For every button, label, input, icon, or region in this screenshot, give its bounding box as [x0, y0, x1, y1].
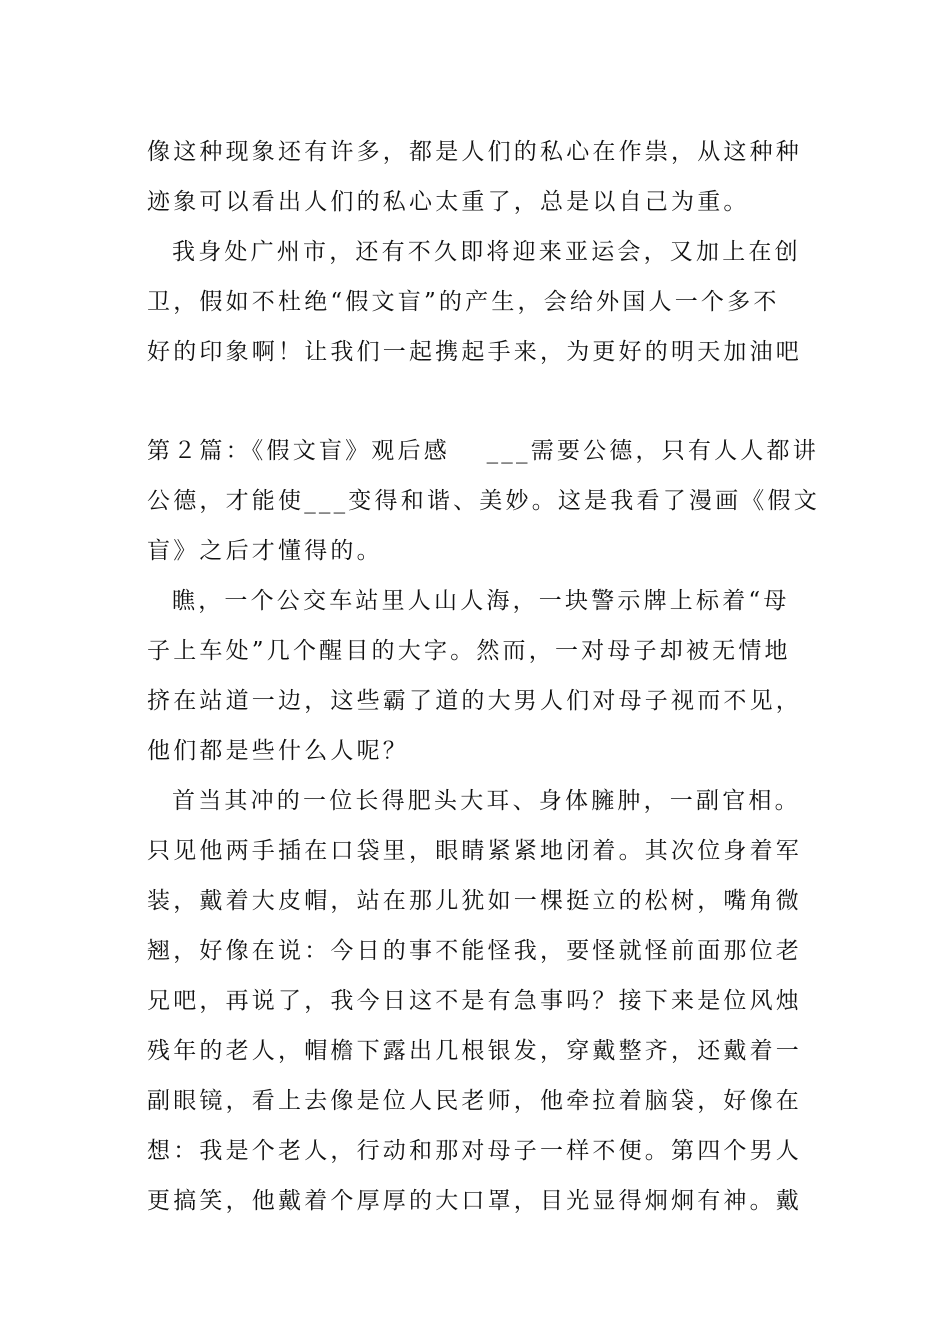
text-line: 想：我是个老人，行动和那对母子一样不便。第四个男人	[147, 1138, 802, 1164]
text-line: 翘，好像在说：今日的事不能怪我，要怪就怪前面那位老	[147, 938, 802, 964]
text-line: 残年的老人，帽檐下露出几根银发，穿戴整齐，还戴着一	[147, 1038, 802, 1064]
text-line: 挤在站道一边，这些霸了道的大男人们对母子视而不见，	[147, 688, 802, 714]
text-line: 装，戴着大皮帽，站在那儿犹如一棵挺立的松树，嘴角微	[147, 888, 802, 914]
text-line: 好的印象啊！让我们一起携起手来，为更好的明天加油吧	[147, 339, 802, 365]
text-line: 副眼镜，看上去像是位人民老师，他牵拉着脑袋，好像在	[147, 1088, 802, 1114]
text-line: 兄吧，再说了，我今日这不是有急事吗？接下来是位风烛	[147, 988, 802, 1014]
text-line: 卫，假如不杜绝“假文盲”的产生，会给外国人一个多不	[147, 289, 780, 315]
text-line: 我身处广州市，还有不久即将迎来亚运会，又加上在创	[172, 239, 801, 265]
text-line: 更搞笑，他戴着个厚厚的大口罩，目光显得炯炯有神。戴	[147, 1188, 802, 1214]
text-line: 公德，才能使___变得和谐、美妙。这是我看了漫画《假文	[147, 488, 820, 514]
text-line: 子上车处”几个醒目的大字。然而，一对母子却被无情地	[147, 638, 791, 664]
text-line: 瞧，一个公交车站里人山人海，一块警示牌上标着“母	[172, 588, 790, 614]
text-line: 只见他两手插在口袋里，眼睛紧紧地闭着。其次位身着军	[147, 838, 802, 864]
text-line: 他们都是些什么人呢？	[147, 738, 409, 764]
text-line: 像这种现象还有许多，都是人们的私心在作祟，从这种种	[147, 139, 802, 165]
text-line: 盲》之后才懂得的。	[147, 538, 383, 564]
text-line: 首当其冲的一位长得肥头大耳、身体臃肿，一副官相。	[172, 788, 801, 814]
text-line: 迹象可以看出人们的私心太重了，总是以自己为重。	[147, 189, 750, 215]
section-heading-line: 第２篇：《假文盲》观后感 ___需要公德，只有人人都讲	[147, 438, 819, 464]
